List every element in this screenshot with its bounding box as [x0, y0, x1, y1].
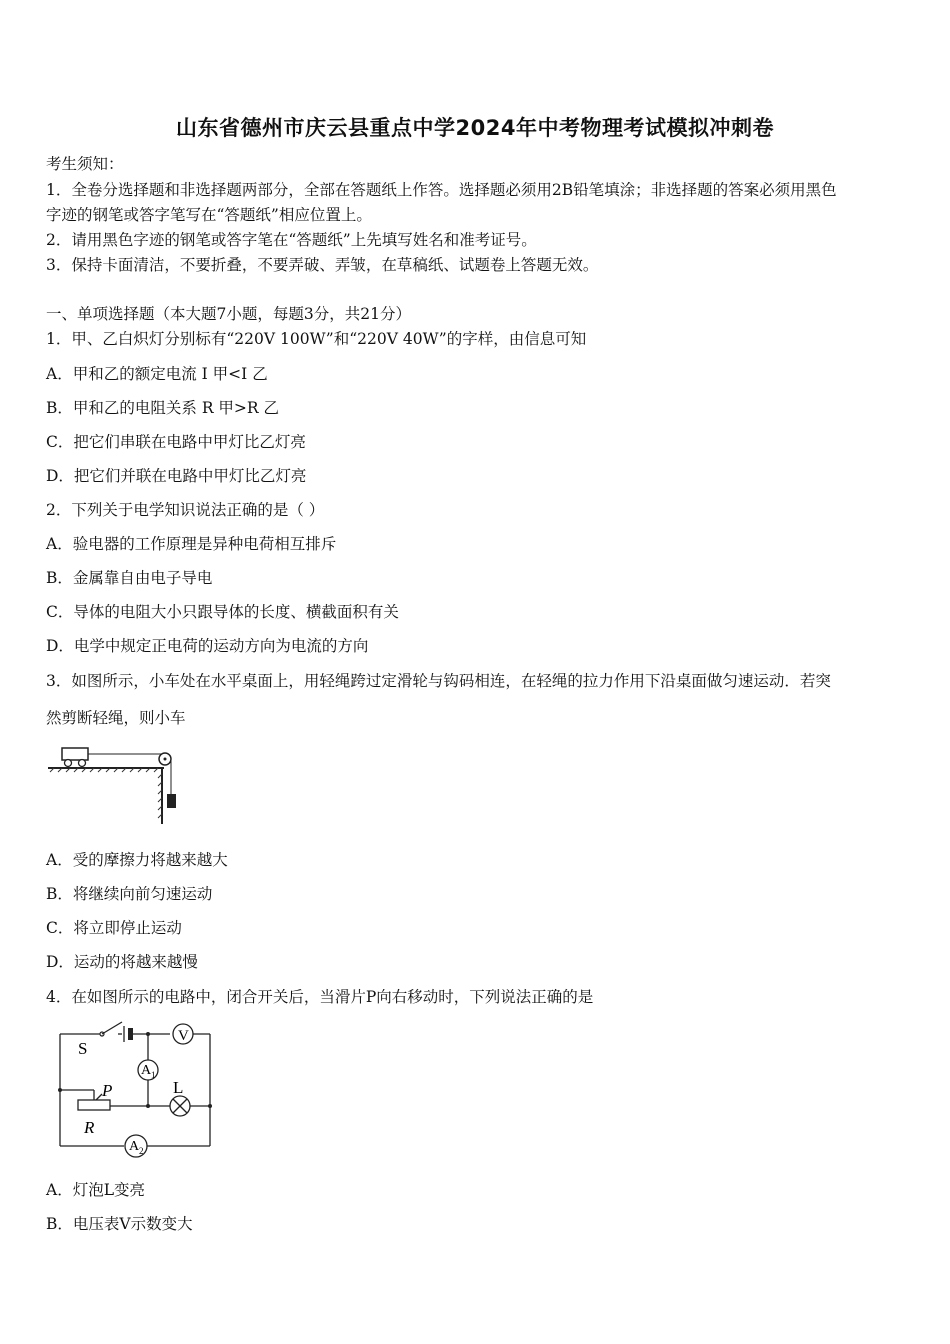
q4-label-a1: A — [141, 1063, 152, 1078]
q3-stem-line2: 然剪断轻绳，则小车 — [46, 709, 186, 727]
q2-stem: 2．下列关于电学知识说法正确的是（ ） — [46, 501, 325, 519]
page-title: 山东省德州市庆云县重点中学2024年中考物理考试模拟冲刺卷 — [176, 116, 774, 140]
notice-heading: 考生须知： — [46, 155, 124, 173]
q3-option-a: A．受的摩擦力将越来越大 — [46, 851, 228, 869]
q3-option-d: D．运动的将越来越慢 — [46, 953, 198, 971]
q4-circuit-figure — [50, 1016, 220, 1158]
notice-item-3: 3．保持卡面清洁，不要折叠，不要弄破、弄皱，在草稿纸、试题卷上答题无效。 — [46, 256, 599, 274]
q4-label-s: S — [78, 1039, 88, 1058]
q4-label-l: L — [173, 1078, 184, 1097]
q1-option-b: B．甲和乙的电阻关系 R 甲>R 乙 — [46, 399, 280, 417]
q2-option-a: A．验电器的工作原理是异种电荷相互排斥 — [46, 535, 337, 553]
q1-stem: 1．甲、乙白炽灯分别标有“220V 100W”和“220V 40W”的字样，由信息可知 — [46, 330, 587, 348]
q4-label-a2: A — [129, 1139, 140, 1154]
q1-option-d: D．把它们并联在电路中甲灯比乙灯亮 — [46, 467, 307, 485]
q4-label-v: V — [178, 1028, 189, 1044]
q4-option-a: A．灯泡L变亮 — [46, 1181, 145, 1199]
q4-label-a2-sub: 2 — [139, 1146, 144, 1156]
q2-option-b: B．金属靠自由电子导电 — [46, 569, 213, 587]
q3-option-b: B．将继续向前匀速运动 — [46, 885, 213, 903]
q4-label-a1-sub: 1 — [151, 1070, 156, 1080]
q3-option-c: C．将立即停止运动 — [46, 919, 182, 937]
notice-item-1-cont: 字迹的钢笔或答字笔写在“答题纸”相应位置上。 — [46, 206, 372, 224]
q3-stem-line1: 3．如图所示，小车处在水平桌面上，用轻绳跨过定滑轮与钩码相连，在轻绳的拉力作用下沿桌面做匀速运动．若突 — [46, 672, 831, 690]
q4-label-p: P — [102, 1081, 113, 1100]
q4-option-b: B．电压表V示数变大 — [46, 1215, 193, 1233]
section-heading: 一、单项选择题（本大题7小题，每题3分，共21分） — [46, 305, 411, 323]
q4-label-r: R — [84, 1118, 95, 1137]
notice-item-1: 1．全卷分选择题和非选择题两部分，全部在答题纸上作答。选择题必须用2B铅笔填涂；非选择题的答案必须用黑色 — [46, 181, 837, 199]
q1-option-c: C．把它们串联在电路中甲灯比乙灯亮 — [46, 433, 306, 451]
q3-cart-pulley-figure — [44, 742, 184, 826]
notice-item-2: 2．请用黑色字迹的钢笔或答字笔在“答题纸”上先填写姓名和准考证号。 — [46, 231, 537, 249]
q1-option-a: A．甲和乙的额定电流 I 甲<I 乙 — [46, 365, 268, 383]
q2-option-d: D．电学中规定正电荷的运动方向为电流的方向 — [46, 637, 369, 655]
q2-option-c: C．导体的电阻大小只跟导体的长度、横截面积有关 — [46, 603, 399, 621]
q4-stem: 4．在如图所示的电路中，闭合开关后，当滑片P向右移动时，下列说法正确的是 — [46, 988, 594, 1006]
